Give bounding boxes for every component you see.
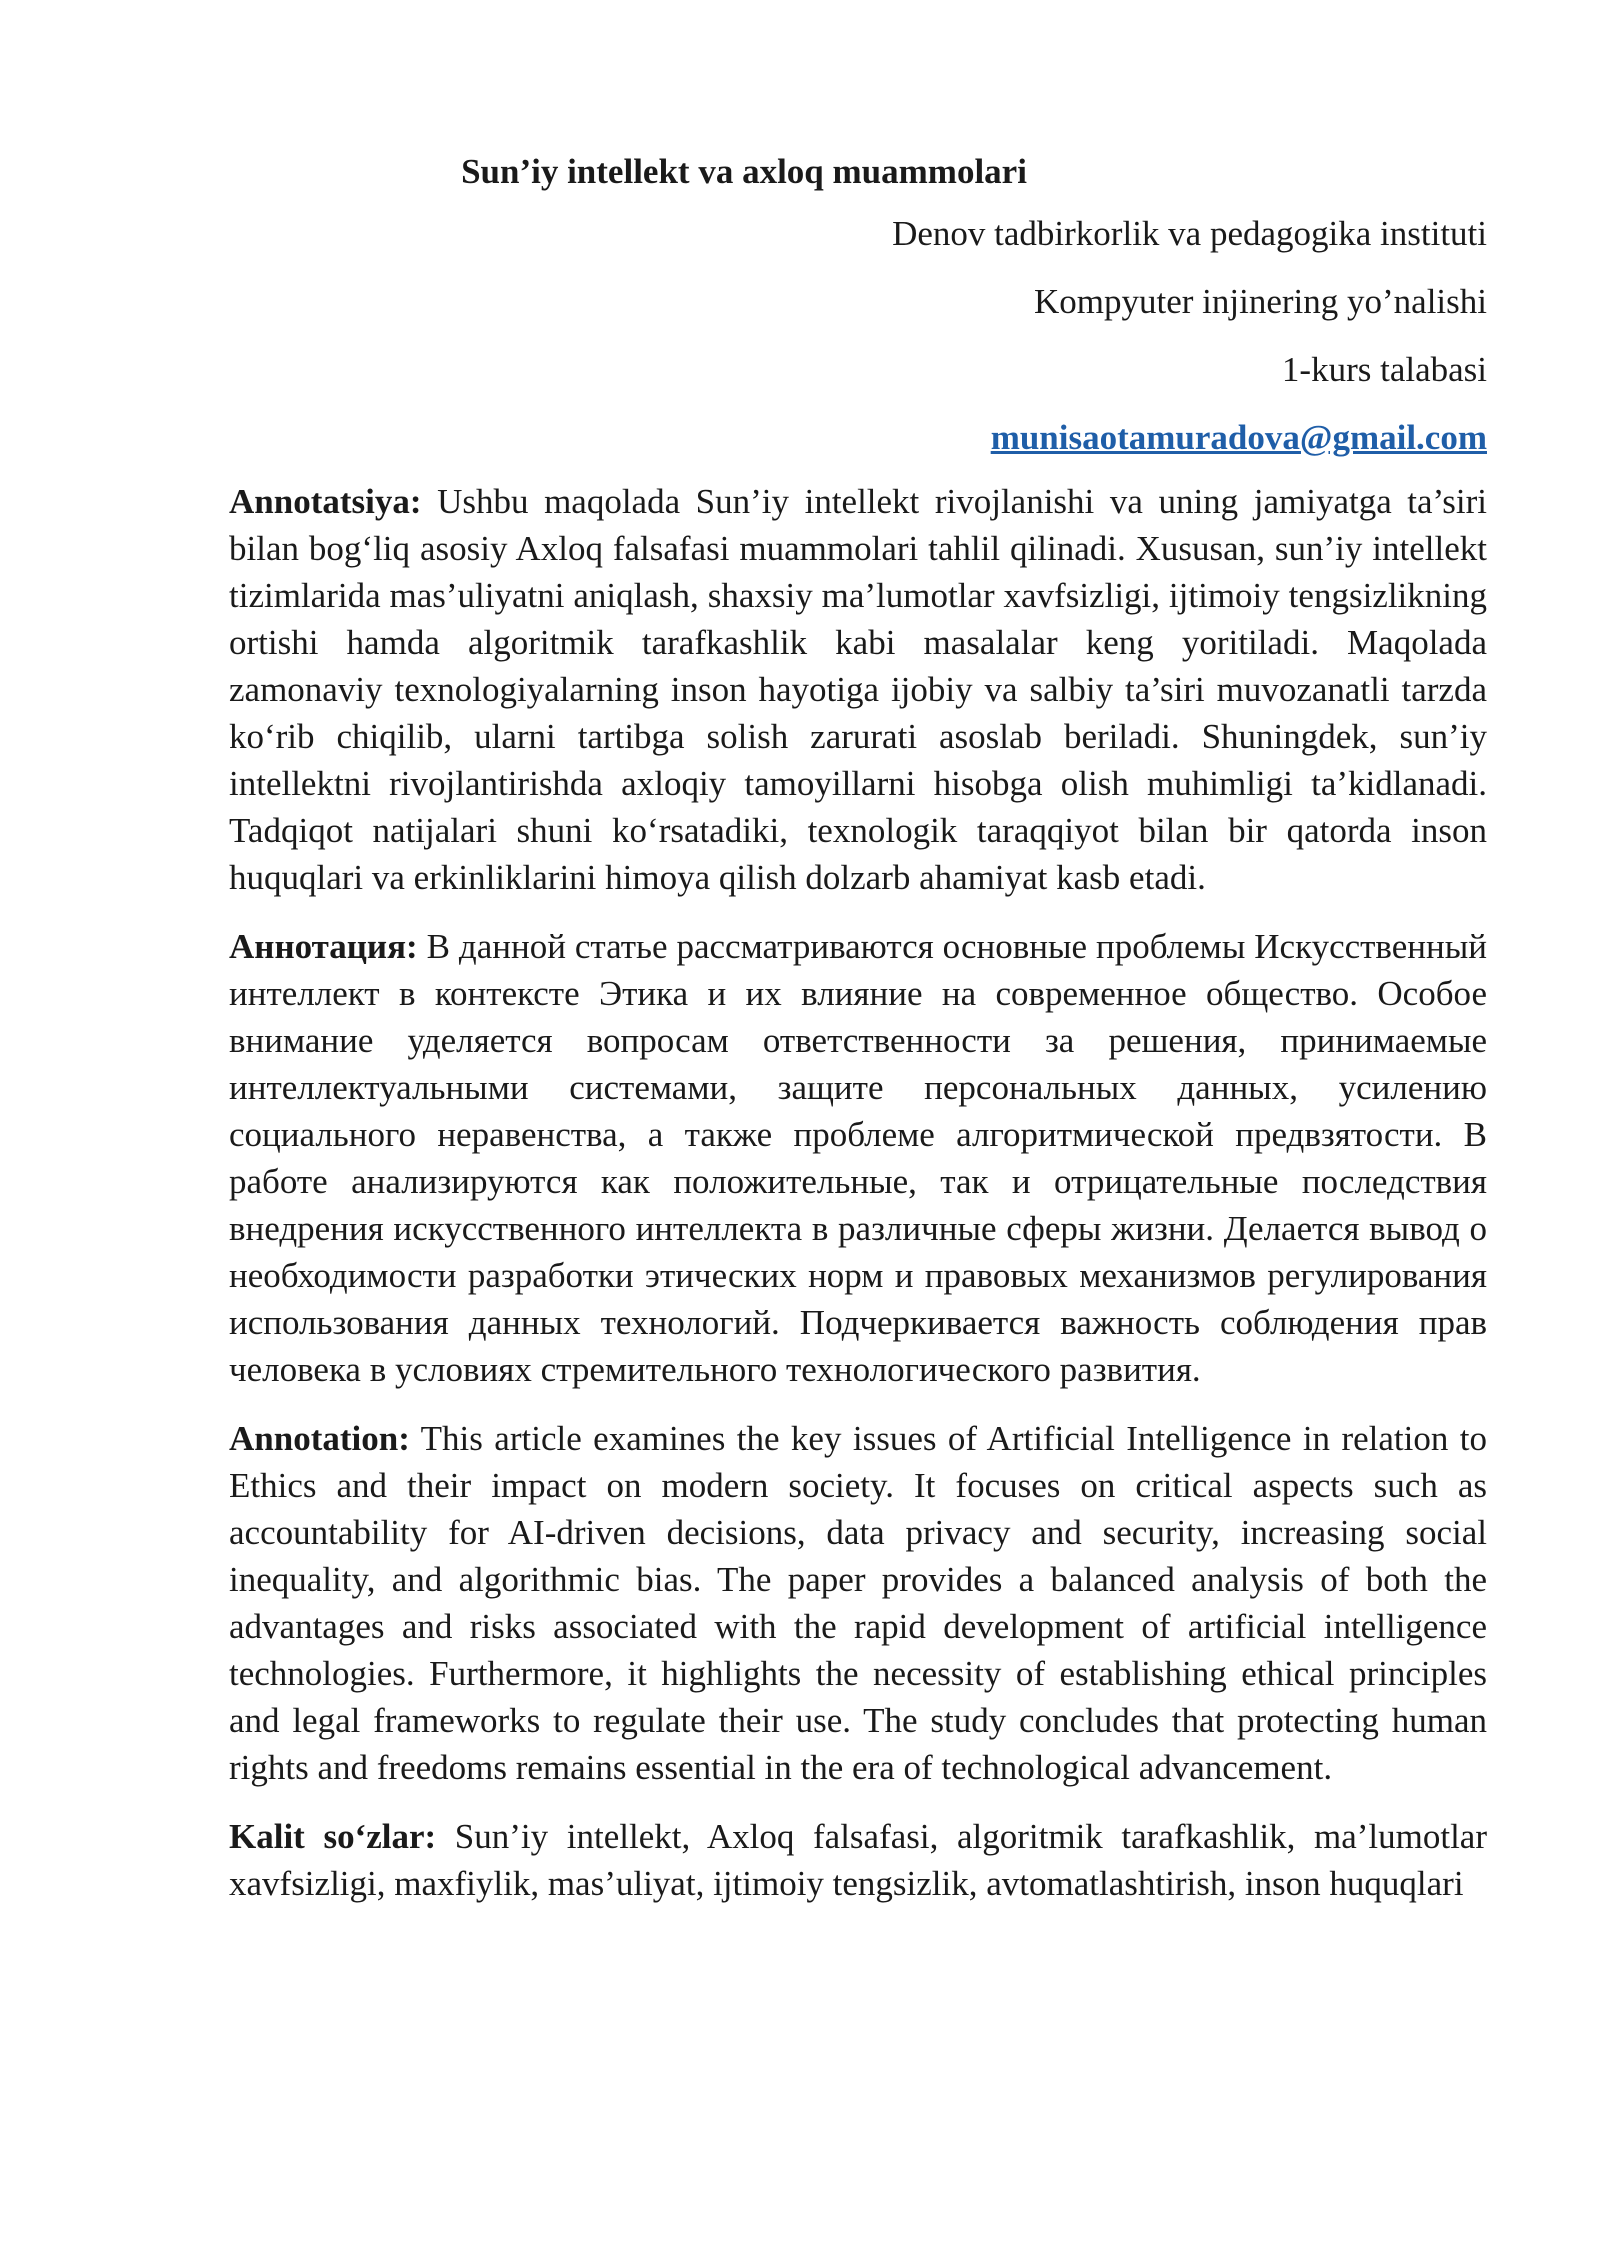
abstract-english-label: Annotation:	[229, 1419, 410, 1458]
keywords-label: Kalit so‘zlar:	[229, 1817, 437, 1856]
abstract-english-text: This article examines the key issues of Artificial Intelligence in relation to Ethics and their impact on modern society. It focuses on critical aspects such as accountability for AI-driven decisions, data privacy and security, increasing social inequality, and algorithmic bias. The paper provides a balanced analysis of both the advantages and risks associated with the rapid development of artificial intelligence technologies. Furthermore, it highlights the necessity of establishing ethical principles and legal frameworks to regulate their use. The study concludes that protecting human rights and freedoms remains essential in the era of technological advancement.	[229, 1419, 1488, 1787]
abstract-english	[229, 1415, 1487, 1791]
abstract-uzbek-label: Annotatsiya:	[229, 482, 422, 521]
abstract-russian-text: В данной статье рассматриваются основные проблемы Искусственный интеллект в контексте Этика и их влияние на современное общество. Особое внимание уделяется вопросам ответственности за решения, принимаемые интеллектуальными системами, защите персональных данных, усилению социального неравенства, а также проблеме алгоритмической предвзятости. В работе анализируются как положительные, так и отрицательные последствия внедрения искусственного интеллекта в различные сферы жизни. Делается вывод о необходимости разработки этических норм и правовых механизмов регулирования использования данных технологий. Подчеркивается важность соблюдения прав человека в условиях стремительного технологического развития.	[229, 927, 1487, 1389]
institute-line: Denov tadbirkorlik va pedagogika instituti	[892, 214, 1487, 253]
abstract-russian	[229, 923, 1487, 1393]
department-line: Kompyuter injinering yo’nalishi	[1034, 282, 1487, 321]
abstract-uzbek	[229, 478, 1487, 901]
author-email-link[interactable]: munisaotamuradova@gmail.com	[990, 418, 1487, 457]
keywords-text: Sun’iy intellekt, Axloq falsafasi, algoritmik tarafkashlik, ma’lumotlar xavfsizligi, maxfiylik, mas’uliyat, ijtimoiy tengsizlik, avtomatlashtirish, inson huquqlari	[229, 1817, 1487, 1903]
abstract-uzbek-text: Ushbu maqolada Sun’iy intellekt rivojlanishi va uning jamiyatga ta’siri bilan bog‘liq asosiy Axloq falsafasi muammolari tahlil qilinadi. Xususan, sun’iy intellekt tizimlarida mas’uliyatni aniqlash, shaxsiy ma’lumotlar xavfsizligi, ijtimoiy tengsizlikning ortishi hamda algoritmik tarafkashlik kabi masalalar keng yoritiladi. Maqolada zamonaviy texnologiyalarning inson hayotiga ijobiy va salbiy ta’siri muvozanatli tarzda ko‘rib chiqilib, ularni tartibga solish zarurati asoslab beriladi. Shuningdek, sun’iy intellektni rivojlantirishda axloqiy tamoyillarni hisobga olish muhimligi ta’kidlanadi. Tadqiqot natijalari shuni ko‘rsatadiki, texnologik taraqqiyot bilan bir qatorda inson huquqlari va erkinliklarini himoya qilish dolzarb ahamiyat kasb etadi.	[229, 482, 1488, 897]
keywords	[229, 1813, 1487, 1907]
abstract-russian-label: Аннотация:	[229, 927, 418, 966]
course-line: 1-kurs talabasi	[1281, 350, 1487, 389]
paper-title: Sun’iy intellekt va axloq muammolari	[461, 152, 1027, 191]
document-page	[229, 148, 1487, 1929]
